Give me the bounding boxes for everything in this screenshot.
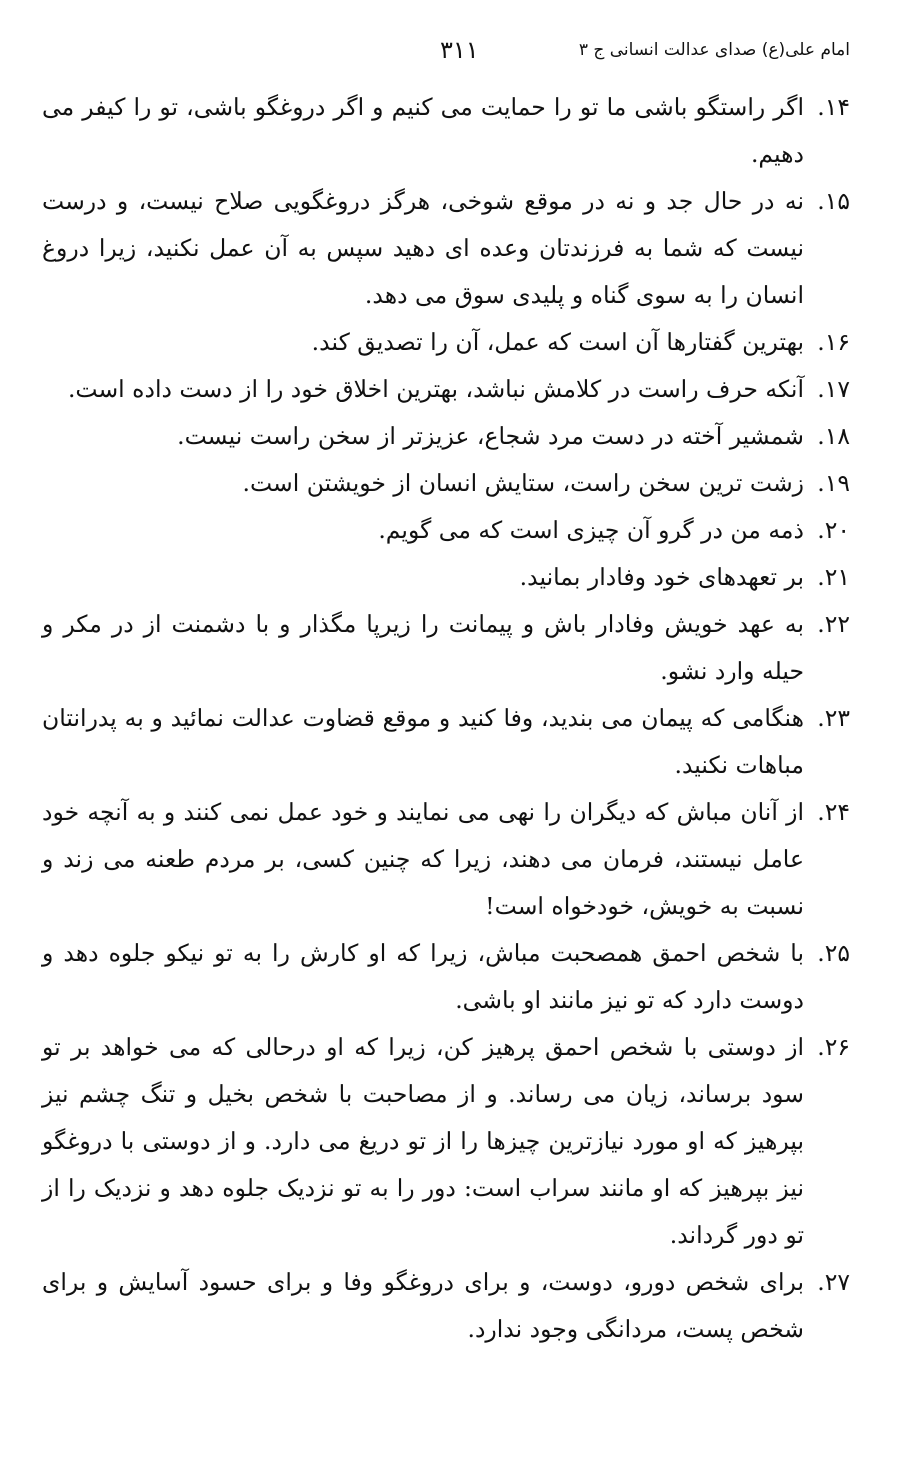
item-text: با شخص احمق همصحبت مباش، زیرا که او کارش را به تو نیکو جلوه دهد و دوست دارد که تو نیز مانند او باشی. [42,939,804,1014]
item-text: نه در حال جد و نه در موقع شوخی، هرگز دروغگویی صلاح نیست، و درست نیست که شما به فرزندتان وعده ای دهید سپس به آن عمل نکنید، زیرا دروغ انسان را به سوی گناه و پلیدی سوق می دهد. [42,187,804,309]
list-item [42,930,850,1024]
item-number: ۱۶. [817,328,850,356]
item-text: اگر راستگو باشی ما تو را حمایت می کنیم و اگر دروغگو باشی، تو را کیفر می دهیم. [42,93,804,168]
item-text: به عهد خویش وفادار باش و پیمانت را زیرپا مگذار و با دشمنت از در مکر و حیله وارد نشو. [42,610,804,685]
item-text: ذمه من در گرو آن چیزی است که می گویم. [378,516,804,544]
list-item [42,84,850,178]
item-number: ۲۴. [817,798,850,826]
list-item [42,319,850,366]
item-text: بهترین گفتارها آن است که عمل، آن را تصدیق کند. [311,328,804,356]
item-text: از آنان مباش که دیگران را نهی می نمایند و خود عمل نمی کنند و به آنچه خود عامل نیستند، فرمان می دهند، زیرا که چنین کسی، بر مردم طعنه می زند و نسبت به خویش، خودخواه است! [42,798,804,920]
item-number: ۲۲. [817,610,850,638]
item-number: ۲۳. [817,704,850,732]
item-number: ۱۹. [817,469,850,497]
page-header [50,36,850,72]
item-number: ۲۷. [817,1268,850,1296]
item-text: آنکه حرف راست در کلامش نباشد، بهترین اخلاق خود را از دست داده است. [67,375,804,403]
list-item [42,1259,850,1353]
item-number: ۱۴. [817,93,850,121]
list-item [42,789,850,930]
running-title: امام علی(ع) صدای عدالت انسانی ج ۳ [578,40,850,60]
item-text: شمشیر آخته در دست مرد شجاع، عزیزتر از سخن راست نیست. [177,422,804,450]
item-number: ۲۱. [817,563,850,591]
item-text: زشت ترین سخن راست، ستایش انسان از خویشتن است. [242,469,804,497]
item-text: برای شخص دورو، دوست، و برای دروغگو وفا و برای حسود آسایش و برای شخص پست، مردانگی وجود ندارد. [42,1268,804,1343]
list-item [42,178,850,319]
list-item [42,366,850,413]
list-item [42,507,850,554]
item-text: از دوستی با شخص احمق پرهیز کن، زیرا که او درحالی که می خواهد بر تو سود برساند، زیان می رساند. و از مصاحبت با شخص بخیل و تنگ چشم نیز بپرهیز که او مورد نیازترین چیزها را از تو دریغ می دارد. و از دوستی با دروغگو نیز بپرهیز که او مانند سراب است: دور را به تو نزدیک جلوه دهد و نزدیک را از تو دور گرداند. [42,1033,804,1249]
item-number: ۱۸. [817,422,850,450]
page-number: ۳۱۱ [440,36,479,64]
item-number: ۲۶. [817,1033,850,1061]
list-item [42,460,850,507]
item-number: ۲۰. [817,516,850,544]
list-item [42,554,850,601]
list-item [42,695,850,789]
item-number: ۱۵. [817,187,850,215]
item-text: هنگامی که پیمان می بندید، وفا کنید و موقع قضاوت عدالت نمائید و به پدرانتان مباهات نکنید. [42,704,804,779]
list-item [42,413,850,460]
item-number: ۲۵. [817,939,850,967]
item-number: ۱۷. [817,375,850,403]
sayings-list [42,84,850,1353]
item-text: بر تعهدهای خود وفادار بمانید. [519,563,804,591]
list-item [42,1024,850,1259]
list-item [42,601,850,695]
